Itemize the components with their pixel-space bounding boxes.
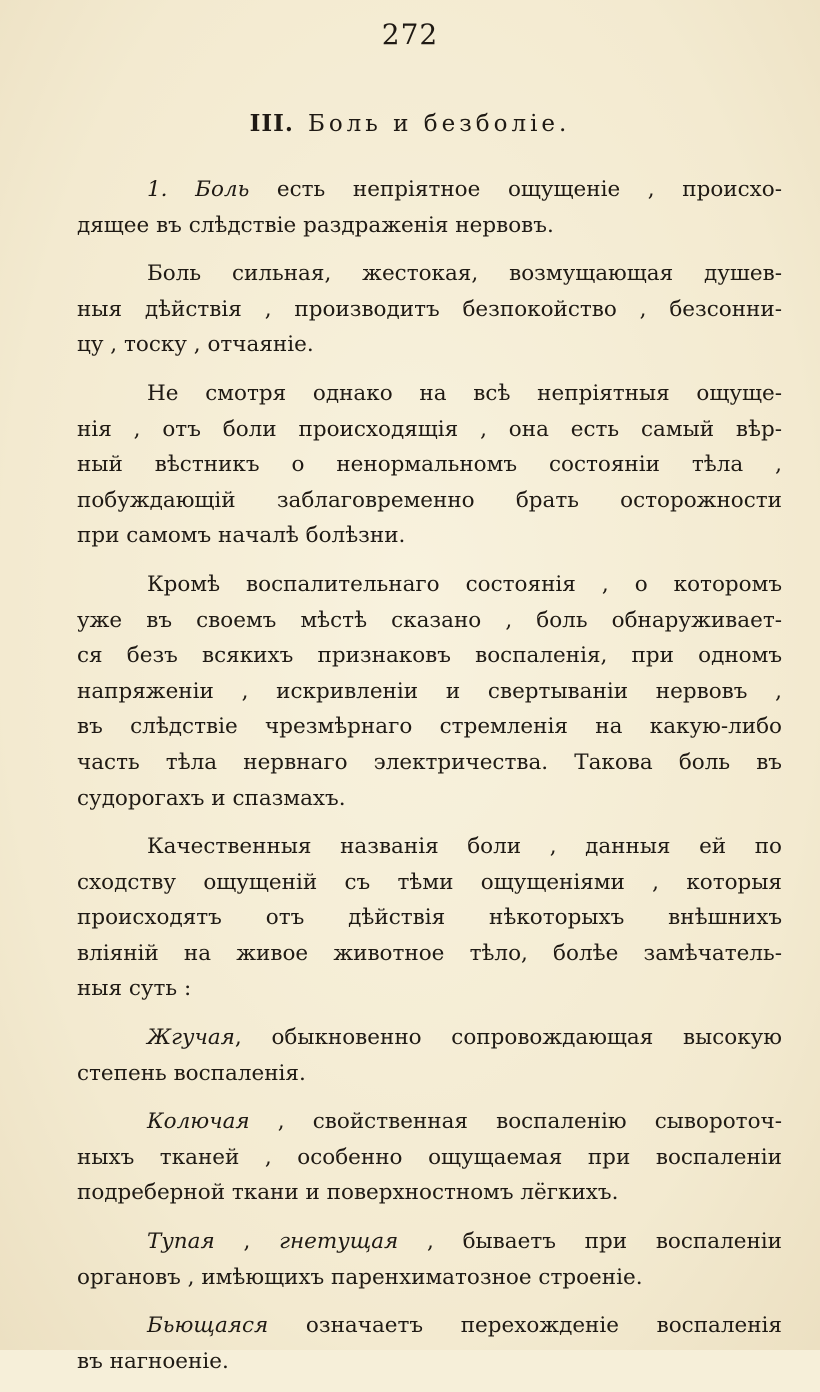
text-run: уже въ своемъ мѣстѣ сказано , боль обнаруживает- bbox=[77, 607, 782, 633]
text-line bbox=[77, 256, 782, 292]
text-line bbox=[77, 638, 782, 674]
text-line bbox=[77, 1020, 782, 1056]
body-text bbox=[77, 172, 782, 1392]
text-run: въ нагноеніе. bbox=[77, 1348, 229, 1374]
text-run: судорогахъ и спазмахъ. bbox=[77, 785, 346, 811]
text-line bbox=[77, 208, 782, 244]
text-run: степень воспаленія. bbox=[77, 1060, 306, 1086]
text-line bbox=[77, 567, 782, 603]
text-line bbox=[77, 412, 782, 448]
text-run: подреберной ткани и поверхностномъ лёгкихъ. bbox=[77, 1180, 619, 1206]
text-run: Кромѣ воспалительнаго состоянія , о которомъ bbox=[147, 571, 782, 597]
paragraph bbox=[77, 1020, 782, 1091]
text-run: Не смотря однако на всѣ непріятныя ощуще- bbox=[147, 380, 782, 406]
text-run: при самомъ началѣ болѣзни. bbox=[77, 523, 406, 549]
italic-text: Колючая bbox=[147, 1109, 250, 1135]
text-line bbox=[77, 674, 782, 710]
text-run: часть тѣла нервнаго электричества. Такова боль въ bbox=[77, 749, 782, 775]
text-line bbox=[77, 745, 782, 781]
text-line bbox=[77, 1140, 782, 1176]
text-line bbox=[77, 900, 782, 936]
text-run: ный вѣстникъ о ненормальномъ состояніи тѣла , bbox=[77, 452, 782, 478]
text-run: дящее въ слѣдствіе раздраженія нервовъ. bbox=[77, 212, 554, 238]
text-line bbox=[77, 376, 782, 412]
text-line bbox=[77, 603, 782, 639]
text-run: вліяній на живое животное тѣло, болѣе замѣчатель- bbox=[77, 940, 782, 966]
text-run: есть непріятное ощущеніе , происхо- bbox=[249, 177, 782, 202]
text-line bbox=[77, 483, 782, 519]
text-line bbox=[77, 1344, 782, 1380]
text-line bbox=[77, 1308, 782, 1344]
italic-text: гнетущая bbox=[279, 1229, 399, 1255]
text-line bbox=[77, 1104, 782, 1140]
text-line bbox=[77, 1175, 782, 1211]
italic-text: 1. bbox=[147, 177, 196, 202]
text-line bbox=[77, 1056, 782, 1092]
text-run: напряженіи , искривленіи и свертываніи нервовъ , bbox=[77, 678, 782, 704]
italic-text: Бьющаяся bbox=[147, 1313, 269, 1339]
text-line bbox=[77, 971, 782, 1007]
text-run: , bbox=[214, 1229, 280, 1255]
text-run: ныя суть : bbox=[77, 976, 192, 1002]
text-run: происходятъ отъ дѣйствія нѣкоторыхъ внѣшнихъ bbox=[77, 905, 782, 931]
text-run: Боль сильная, жестокая, возмущающая душев- bbox=[147, 261, 782, 287]
text-run: въ слѣдствіе чрезмѣрнаго стремленія на какую-либо bbox=[77, 714, 782, 740]
text-run: ныхъ тканей , особенно ощущаемая при воспаленіи bbox=[77, 1144, 782, 1170]
text-line bbox=[77, 1260, 782, 1296]
text-run: , свойственная воспаленію сывороточ- bbox=[249, 1109, 782, 1135]
text-run: означаетъ перехожденіе воспаленія bbox=[268, 1313, 782, 1339]
text-run: побуждающій заблаговременно брать осторожности bbox=[77, 487, 782, 513]
text-run: нія , отъ боли происходящія , она есть самый вѣр- bbox=[77, 416, 782, 442]
text-line bbox=[77, 865, 782, 901]
section-title: Боль и безболіе. bbox=[307, 111, 571, 137]
paragraph bbox=[77, 172, 782, 243]
paragraph bbox=[77, 376, 782, 554]
text-run: , бываетъ при воспаленіи bbox=[398, 1229, 782, 1255]
text-line bbox=[77, 709, 782, 745]
text-run: цу , тоску , отчаяніе. bbox=[77, 332, 314, 358]
paragraph bbox=[77, 567, 782, 816]
text-run: ныя дѣйствія , производитъ безпокойство , безсонни- bbox=[77, 296, 782, 322]
text-run: ся безъ всякихъ признаковъ воспаленія, при одномъ bbox=[77, 643, 782, 669]
text-line bbox=[77, 292, 782, 328]
italic-text: Тупая bbox=[147, 1229, 215, 1255]
section-numeral: III. bbox=[249, 110, 294, 137]
italic-text: Жгучая bbox=[147, 1025, 235, 1051]
text-run: сходству ощущеній съ тѣми ощущеніями , которыя bbox=[77, 869, 782, 895]
text-run: органовъ , имѣющихъ паренхиматозное строеніе. bbox=[77, 1264, 643, 1290]
page-number: 272 bbox=[381, 18, 439, 51]
text-run: Качественныя названія боли , данныя ей по bbox=[147, 834, 782, 860]
text-line bbox=[77, 172, 782, 208]
paragraph bbox=[77, 829, 782, 1007]
paragraph bbox=[77, 1104, 782, 1211]
italic-text: Боль bbox=[195, 177, 250, 202]
text-line bbox=[77, 447, 782, 483]
text-line bbox=[77, 1224, 782, 1260]
text-line bbox=[77, 781, 782, 817]
text-line bbox=[77, 518, 782, 554]
text-run: , обыкновенно сопровождающая высокую bbox=[234, 1025, 782, 1051]
section-heading bbox=[0, 110, 820, 137]
paragraph bbox=[77, 256, 782, 363]
text-line bbox=[77, 327, 782, 363]
paragraph bbox=[77, 1224, 782, 1295]
text-line bbox=[77, 936, 782, 972]
paragraph bbox=[77, 1308, 782, 1379]
text-line bbox=[77, 829, 782, 865]
